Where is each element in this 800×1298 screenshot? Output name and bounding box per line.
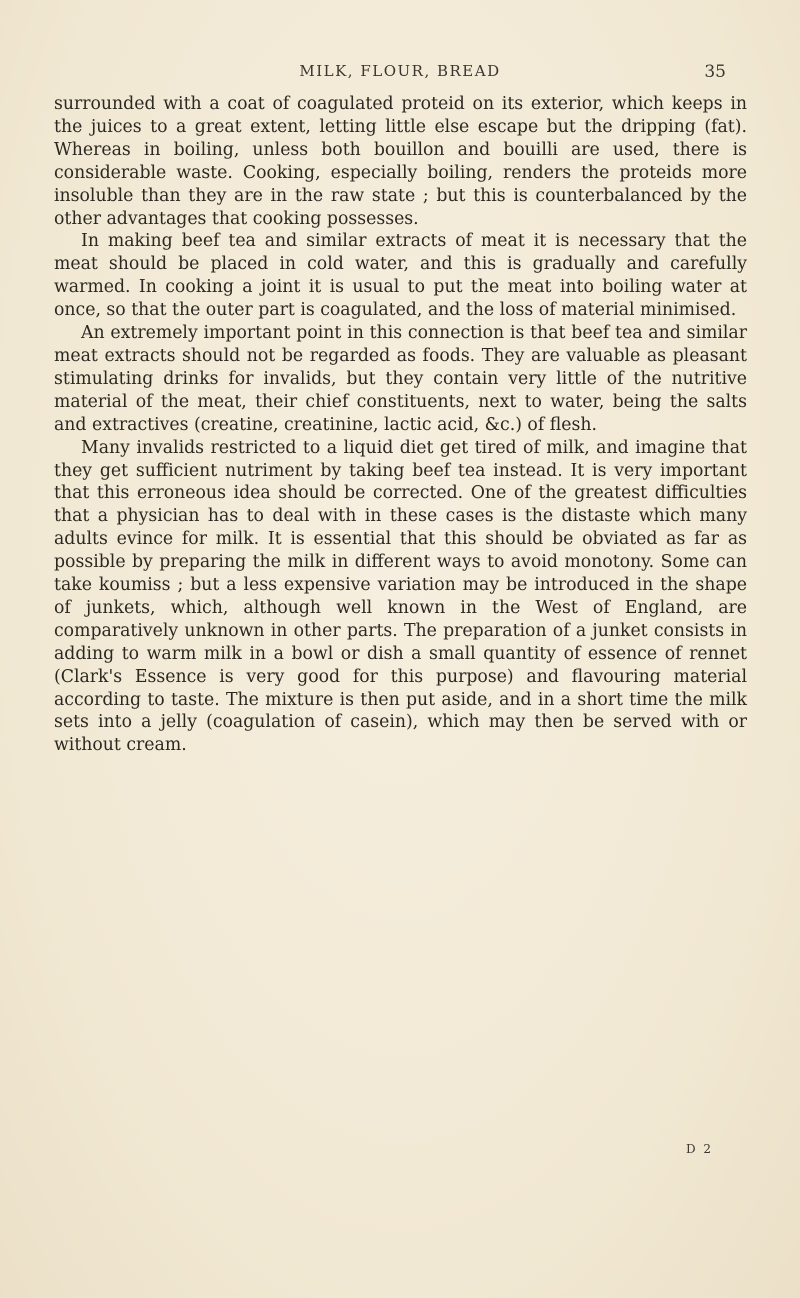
paragraph-continued: surrounded with a coat of coagulated proteid on its exterior, which keeps in the juices to a great extent, letting little else escape but the dripping (fat). Whereas in boiling, unless both bouillon and bouilli are used, there is considerable waste. Cooking, especially boiling, renders the proteids more insoluble than they are in the raw state ; but this is counterbalanced by the other advantages that cooking possesses.: [54, 94, 747, 229]
paragraph-beef-tea-not-food: An extremely important point in this connection is that beef tea and similar meat extracts should not be regarded as foods. They are valuable as pleasant stimulating drinks for invalids, but they contain very little of the nutritive material of the meat, their chief constituents, next to water, being the salts and extractives (creatine, creatinine, lactic acid, &c.) of flesh.: [54, 323, 747, 435]
running-title: MILK, FLOUR, BREAD: [299, 62, 501, 80]
signature-mark: D 2: [686, 1142, 714, 1156]
paragraph-beef-tea-preparation: In making beef tea and similar extracts of meat it is necessary that the meat should be placed in cold water, and this is gradually and carefully warmed. In cooking a joint it is usual to put the meat into boiling water at once, so that the outer part is coagulated, and the loss of material minimised.: [54, 231, 747, 321]
body-text: [54, 93, 747, 757]
running-head: [0, 62, 800, 86]
paragraph-junkets: Many invalids restricted to a liquid diet get tired of milk, and imagine that they get sufficient nutriment by taking beef tea instead. It is very important that this erroneous idea should be corrected. One of the greatest difficulties that a physician has to deal with in these cases is the distaste which many adults evince for milk. It is essential that this should be obviated as far as possible by preparing the milk in different ways to avoid monotony. Some can take koumiss ; but a less expensive variation may be introduced in the shape of junkets, which, although well known in the West of England, are comparatively unknown in other parts. The preparation of a junket consists in adding to warm milk in a bowl or dish a small quantity of essence of rennet (Clark's Essence is very good for this purpose) and flavouring material according to taste. The mixture is then put aside, and in a short time the milk sets into a jelly (coagulation of casein), which may then be served with or without cream.: [54, 437, 747, 756]
page-number: 35: [704, 62, 726, 82]
